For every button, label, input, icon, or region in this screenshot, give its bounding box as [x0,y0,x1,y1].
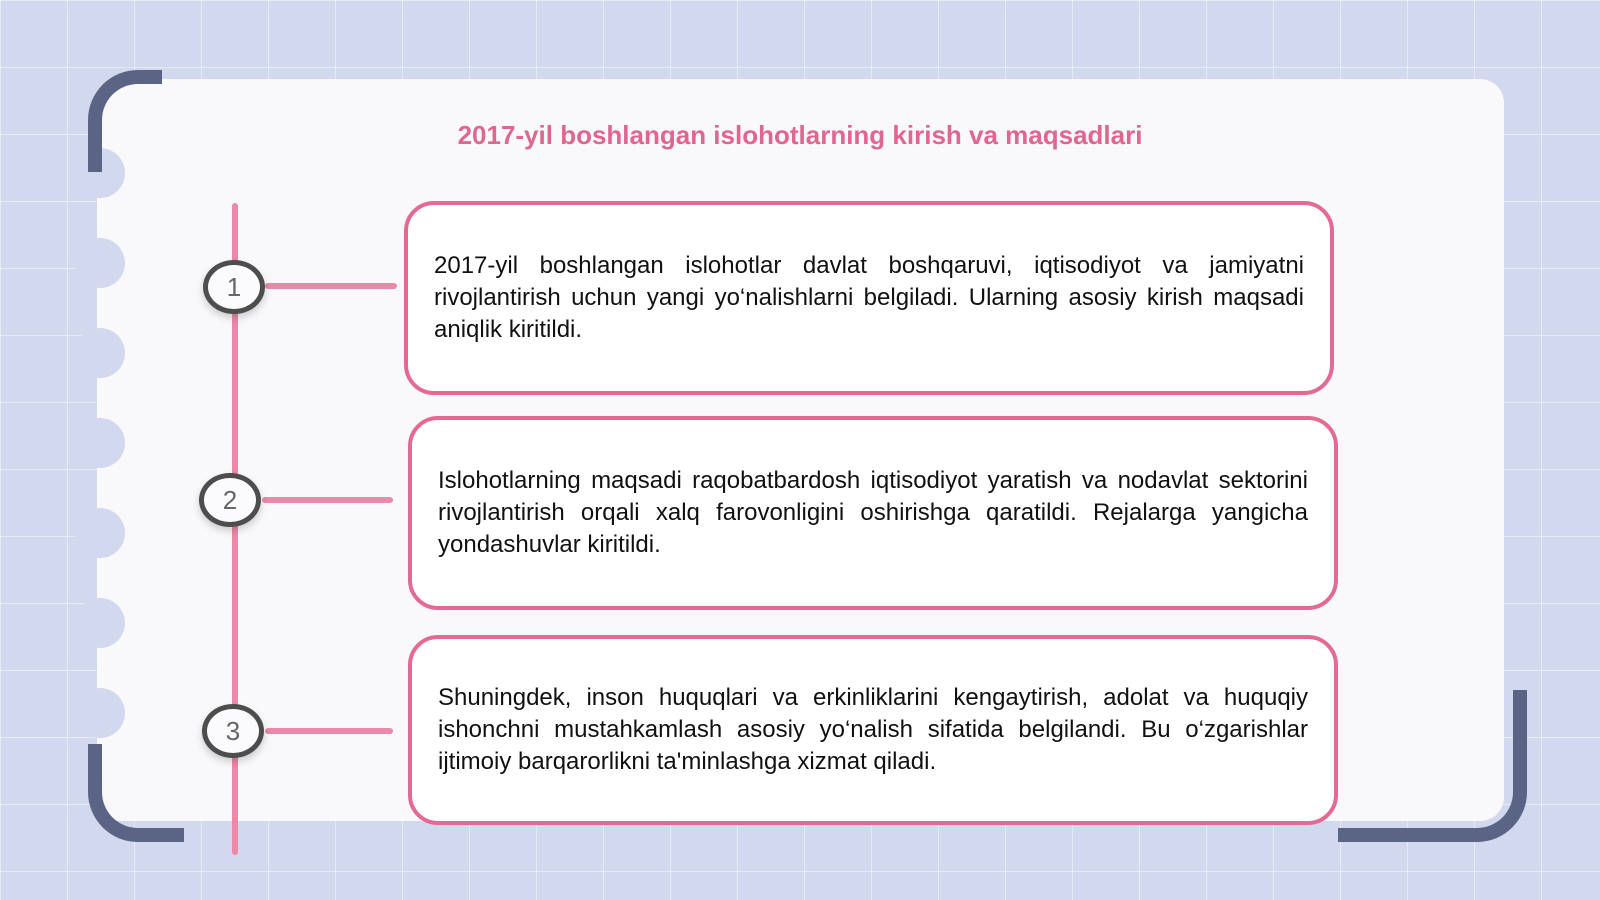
step-text-3: Shuningdek, inson huquqlari va erkinliklarini kengaytirish, adolat va huquqiy ishonchni mustahkamlash asosiy yo‘nalish sifatida belgilandi. Bu o‘zgarishlar ijtimoiy barqarorlikni ta'minlashga xizmat qiladi. [438,684,1308,775]
card-edge-scallop [75,508,125,558]
step-number-badge-3: 3 [202,704,264,758]
card-edge-scallop [75,598,125,648]
card-edge-scallop [75,418,125,468]
corner-bracket-bottom-left [88,744,184,842]
corner-bracket-bottom-right [1338,690,1527,842]
step-number-badge-1: 1 [203,260,265,314]
step-box-2 [408,416,1338,610]
card-edge-scallop [75,328,125,378]
timeline-connector-3 [265,728,393,734]
slide-title: 2017-yil boshlangan islohotlarning kirish va maqsadlari [457,120,1143,150]
step-text-1: 2017-yil boshlangan islohotlar davlat boshqaruvi, iqtisodiyot va jamiyatni rivojlantirish uchun yangi yo‘nalishlarni belgiladi. Ularning asosiy kirish maqsadi aniqlik kiritildi. [434,252,1304,343]
corner-bracket-top-left [88,70,162,172]
step-box-3 [408,635,1338,825]
step-text-2: Islohotlarning maqsadi raqobatbardosh iqtisodiyot yaratish va nodavlat sektorini rivojlantirish orqali xalq farovonligini oshirishga qaratildi. Rejalarga yangicha yondashuvlar kiritildi. [438,467,1308,558]
card-edge-scallop [75,688,125,738]
step-number-badge-2: 2 [199,473,261,527]
timeline-connector-2 [262,497,393,503]
timeline-connector-1 [265,283,397,289]
card-edge-scallop [75,238,125,288]
step-box-1 [404,201,1334,395]
